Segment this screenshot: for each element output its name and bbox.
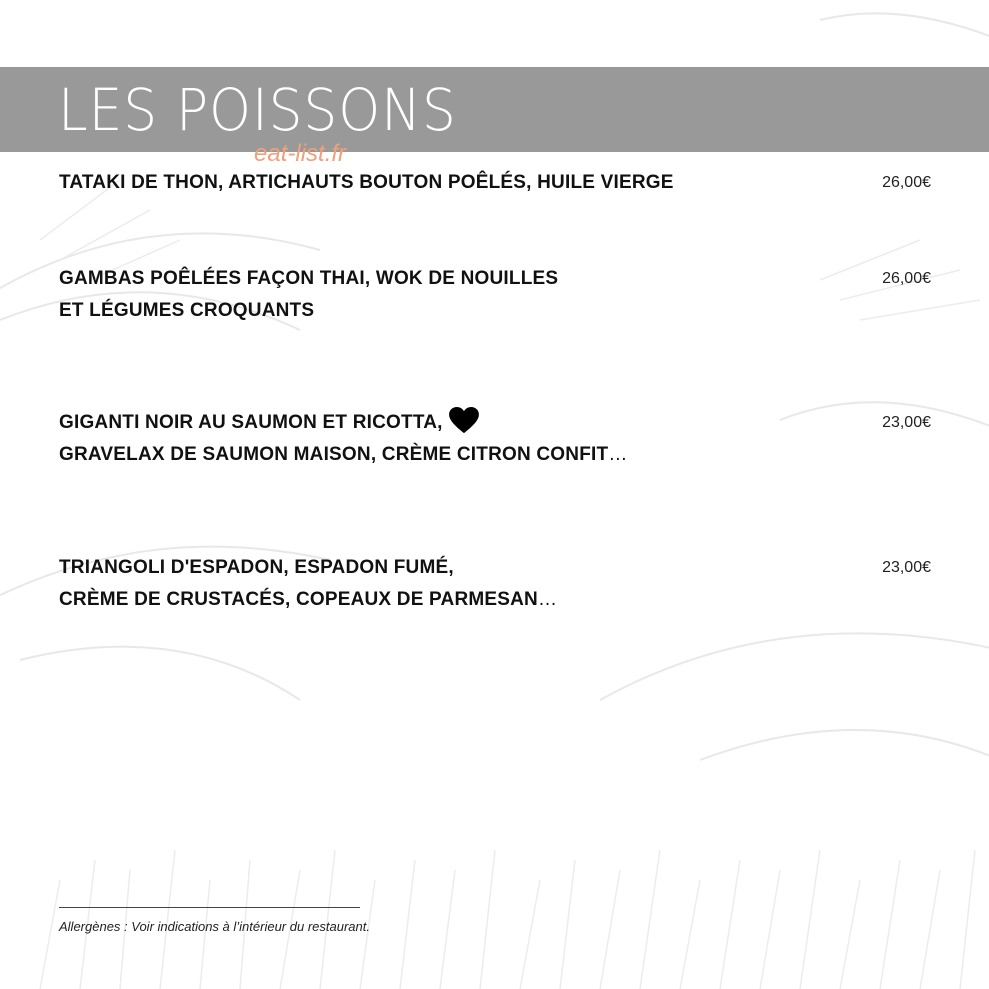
heart-icon [449,407,479,434]
dish-line [59,584,557,616]
dish-line [59,407,628,439]
watermark: eat-list.fr [254,140,347,167]
dish-price: 23,00€ [882,559,931,576]
dish-line-text: GIGANTI NOIR AU SAUMON ET RICOTTA, [59,412,443,433]
dish-name [59,263,558,327]
allergen-note: Allergènes : Voir indications à l’intérieur du restaurant. [59,919,370,934]
dish-name [59,167,674,199]
dish-price: 26,00€ [882,174,931,191]
dish-price: 23,00€ [882,414,931,431]
dish-line: ET LÉGUMES CROQUANTS [59,300,315,321]
footer-divider [59,907,360,908]
dish-line [59,439,628,471]
dish-line-text: GRAVELAX DE SAUMON MAISON, CRÈME CITRON CONFIT [59,444,609,465]
dish-line: TRIANGOLI D'ESPADON, ESPADON FUMÉ, [59,557,454,578]
dish-name [59,407,628,471]
dish-name [59,552,557,616]
ellipsis: … [608,444,628,465]
dish-line-text: CRÈME DE CRUSTACÉS, COPEAUX DE PARMESAN [59,589,538,610]
dish-line: TATAKI DE THON, ARTICHAUTS BOUTON POÊLÉS, HUILE VIERGE [59,172,674,193]
dish-line: GAMBAS POÊLÉES FAÇON THAI, WOK DE NOUILLES [59,268,559,289]
ellipsis: … [537,589,558,610]
dish-price: 26,00€ [882,270,931,287]
page-title: LES POISSONS [58,76,457,144]
